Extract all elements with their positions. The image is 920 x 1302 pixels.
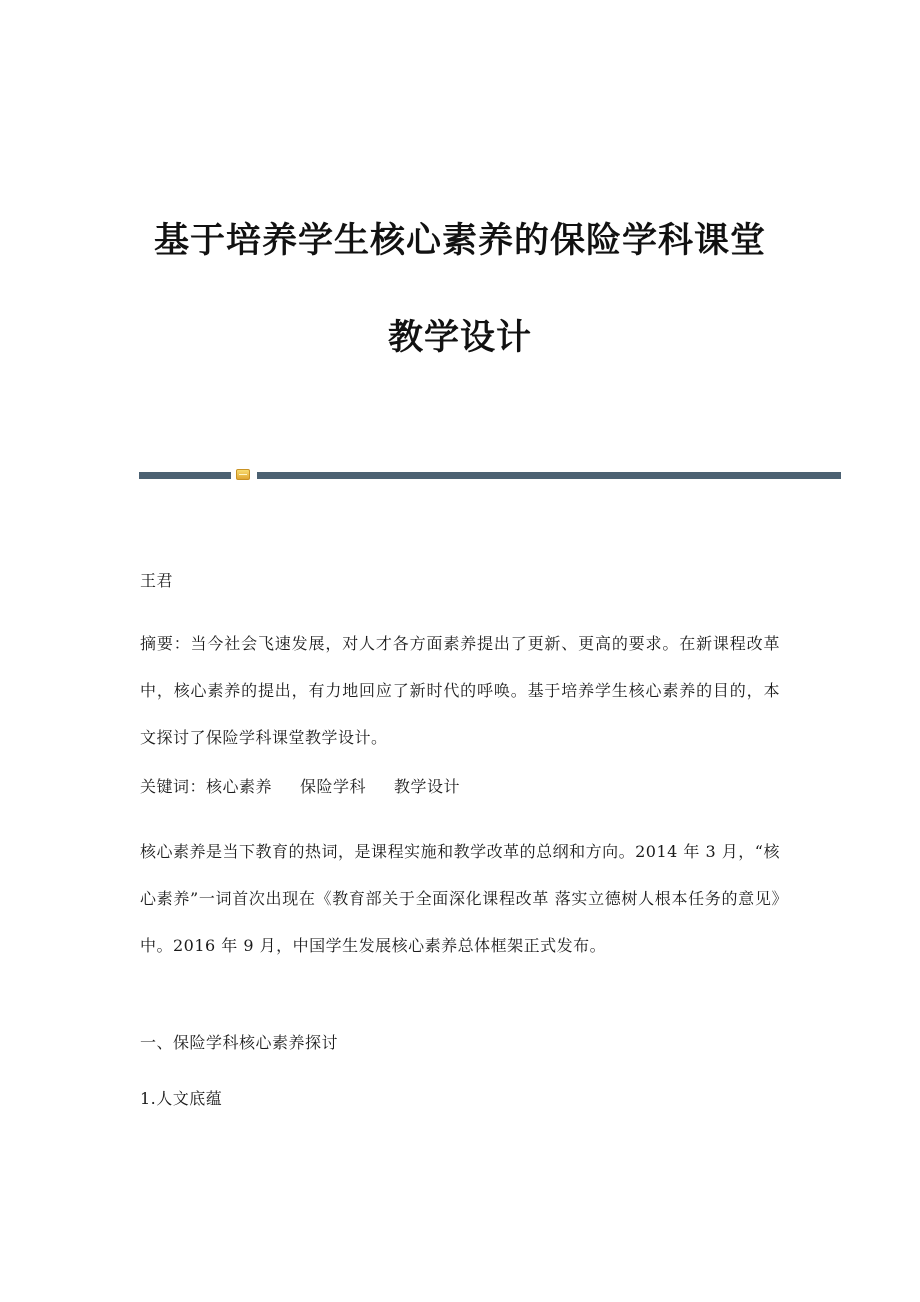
subsection-heading: 1.人文底蕴 bbox=[140, 1089, 223, 1108]
keyword-1: 核心素养 bbox=[206, 777, 273, 796]
keyword-2: 保险学科 bbox=[300, 777, 367, 796]
abstract-paragraph: 摘要：当今社会飞速发展，对人才各方面素养提出了更新、更高的要求。在新课程改革中，核心素养的提出，有力地回应了新时代的呼唤。基于培养学生核心素养的目的，本文探讨了保险学科课堂教学设计。 bbox=[140, 634, 780, 747]
gold-ornament-icon bbox=[236, 469, 250, 480]
divider-bar-left bbox=[139, 472, 231, 479]
keyword-3: 教学设计 bbox=[394, 777, 461, 796]
section-heading: 一、保险学科核心素养探讨 bbox=[140, 1033, 339, 1052]
keywords-label: 关键词： bbox=[140, 777, 207, 796]
keywords-line bbox=[140, 771, 780, 803]
document-title-line-1: 基于培养学生核心素养的保险学科课堂 bbox=[153, 221, 766, 261]
divider-bar-right bbox=[257, 472, 841, 479]
title-divider bbox=[139, 468, 841, 482]
author-name: 王君 bbox=[140, 571, 174, 590]
document-title-line-2: 教学设计 bbox=[387, 318, 532, 358]
body-paragraph-1: 核心素养是当下教育的热词，是课程实施和教学改革的总纲和方向。2014 年 3 月，“核心素养”一词首次出现在《教育部关于全面深化课程改革 落实立德树人根本任务的意见》中。2016 年 9 月，中国学生发展核心素养总体框架正式发布。 bbox=[140, 842, 780, 955]
